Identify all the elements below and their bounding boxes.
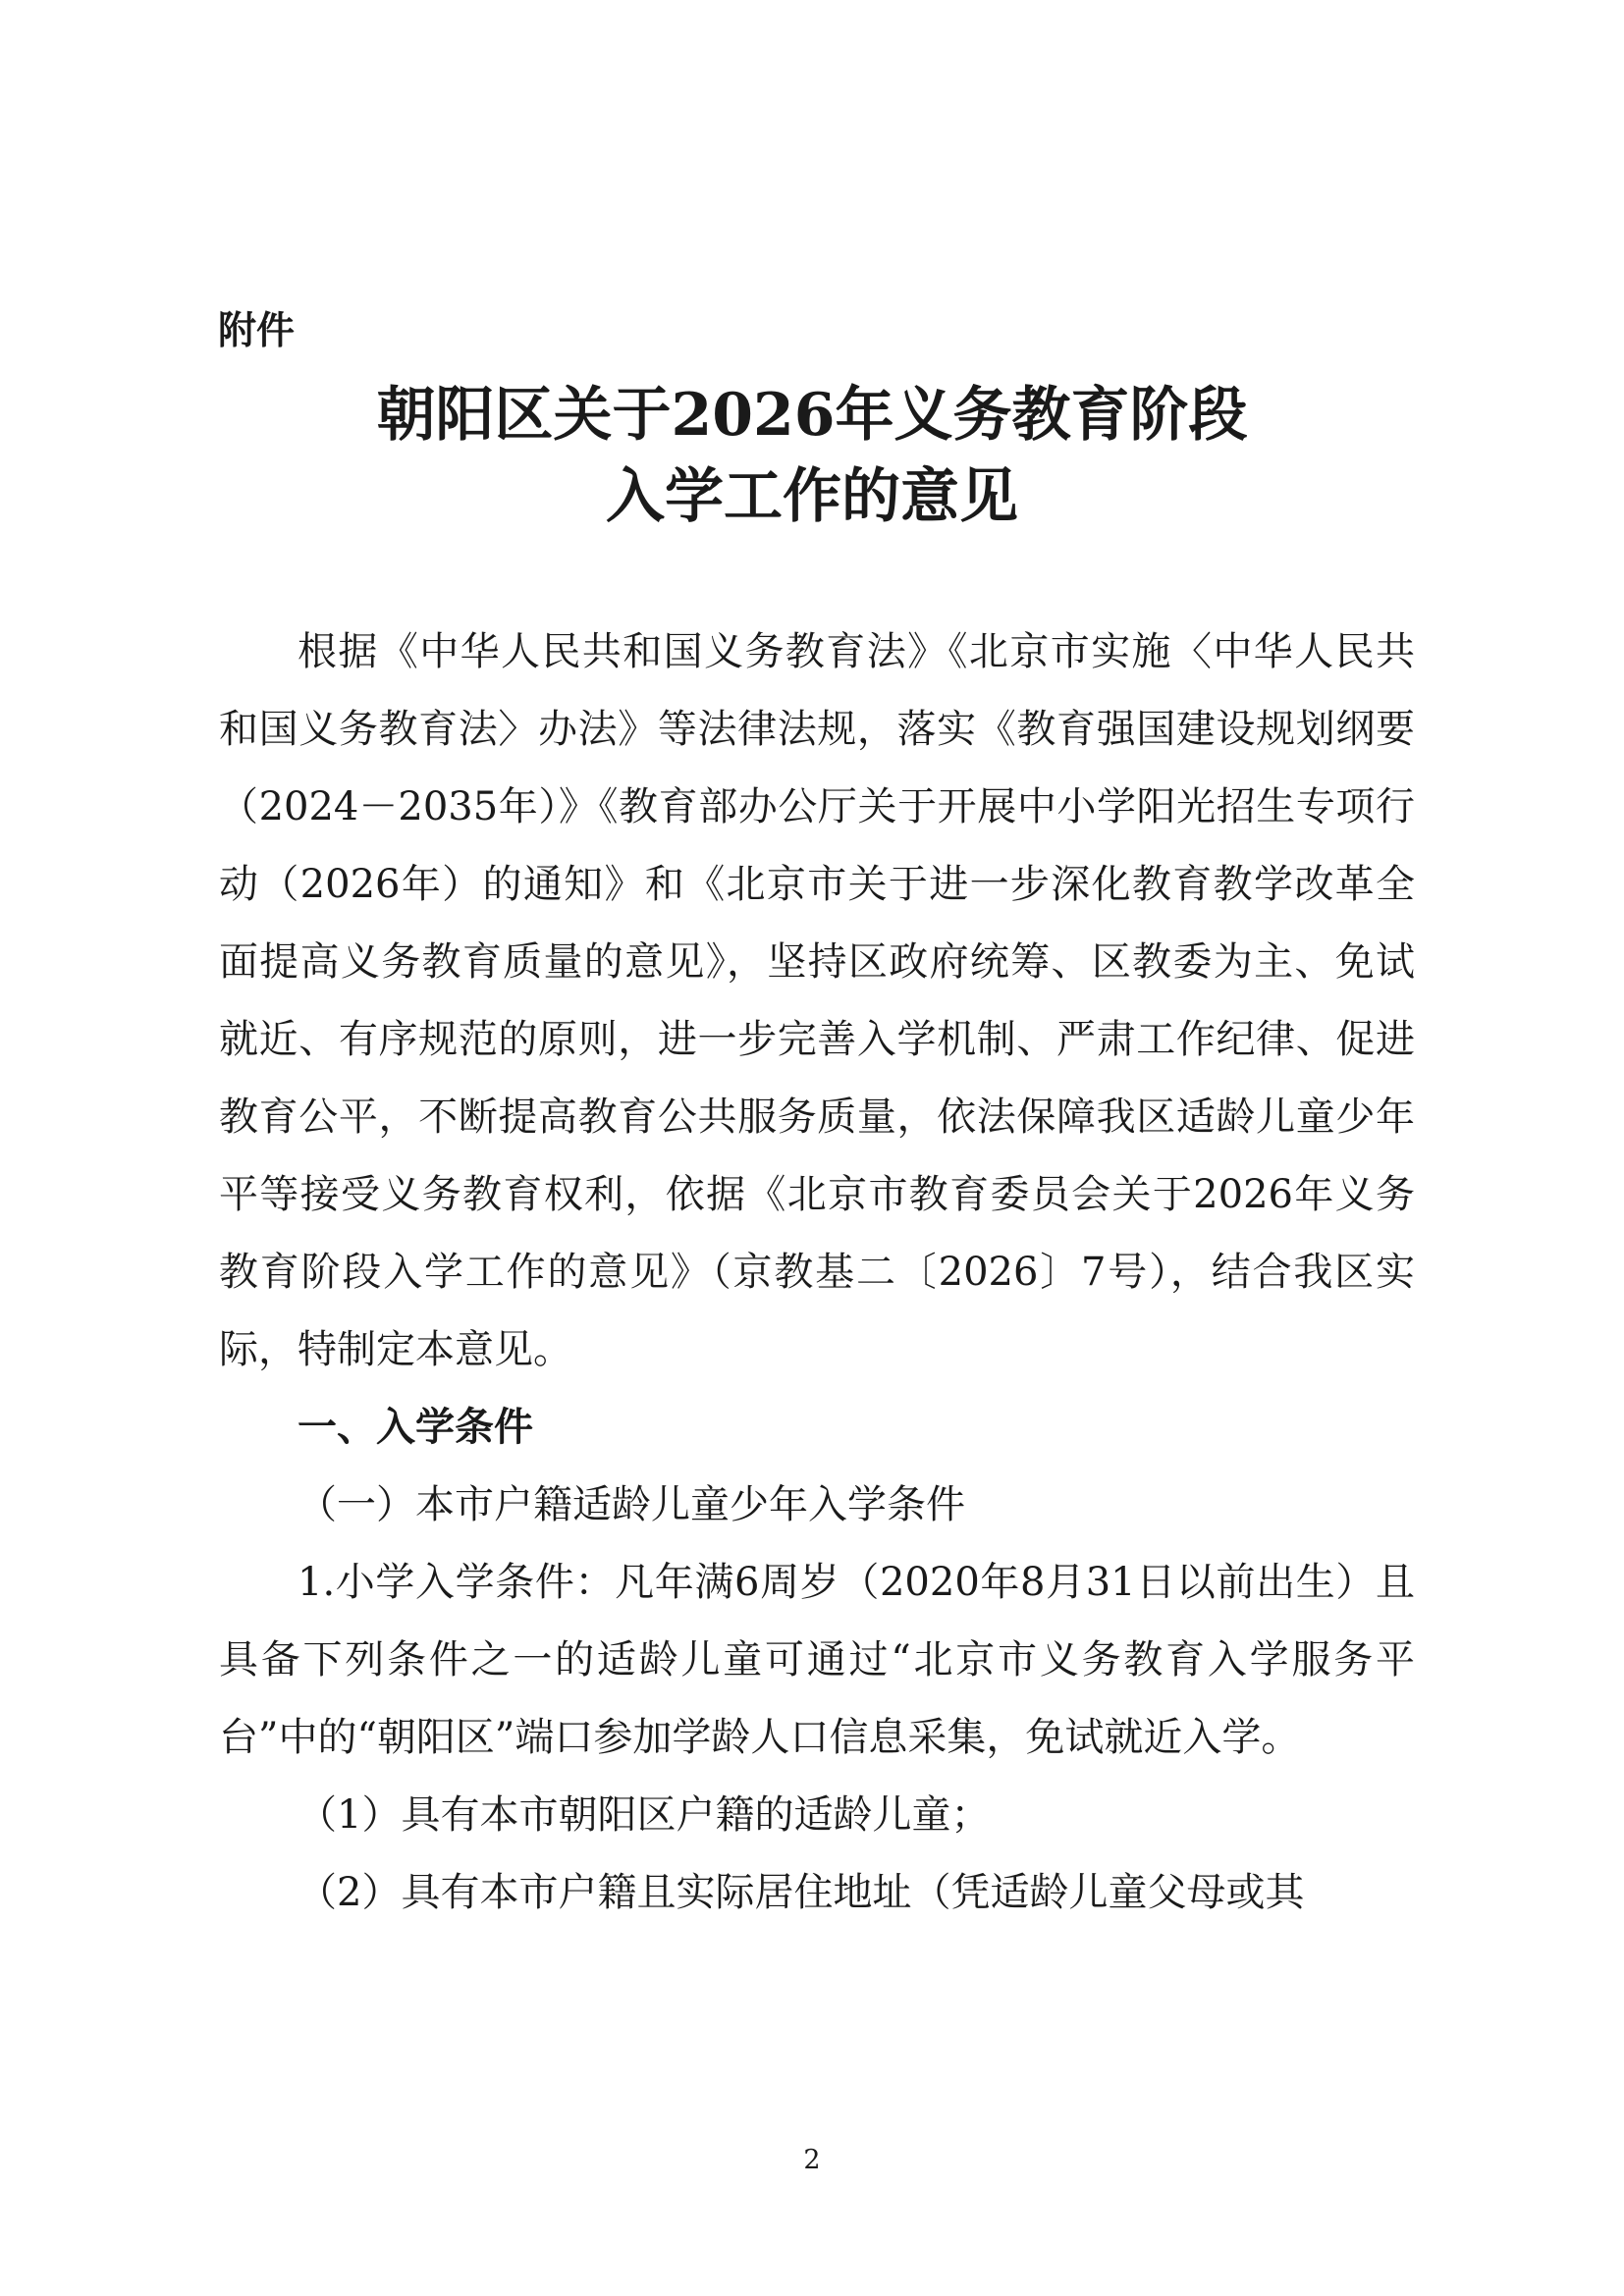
primary-school-conditions-paragraph: 1.小学入学条件：凡年满6周岁（2020年8月31日以前出生）且具备下列条件之一的适龄儿童可通过“北京市义务教育入学服务平台”中的“朝阳区”端口参加学龄人口信息采集，免试就近入学。	[219, 1560, 1415, 1760]
section-heading-admission-conditions: 一、入学条件	[298, 1405, 533, 1450]
page-number: 2	[803, 2145, 821, 2175]
document-title-line-2: 入学工作的意见	[606, 462, 1018, 531]
document-title-line-1: 朝阳区关于2026年义务教育阶段	[376, 381, 1248, 450]
attachment-label: 附件	[218, 309, 296, 353]
document-body	[219, 614, 1415, 1932]
condition-item-2: （2）具有本市户籍且实际居住地址（凭适龄儿童父母或其	[298, 1870, 1305, 1915]
subsection-heading-local-hukou: （一）本市户籍适龄儿童少年入学条件	[298, 1482, 965, 1527]
intro-paragraph: 根据《中华人民共和国义务教育法》《北京市实施〈中华人民共和国义务教育法〉办法》等法律法规，落实《教育强国建设规划纲要（2024－2035年）》《教育部办公厅关于开展中小学阳光招生专项行动（2026年）的通知》和《北京市关于进一步深化教育教学改革全面提高义务教育质量的意见》，坚持区政府统筹、区教委为主、免试就近、有序规范的原则，进一步完善入学机制、严肃工作纪律、促进教育公平，不断提高教育公共服务质量，依法保障我区适龄儿童少年平等接受义务教育权利，依据《北京市教育委员会关于2026年义务教育阶段入学工作的意见》（京教基二〔2026〕7号），结合我区实际，特制定本意见。	[219, 629, 1415, 1372]
condition-item-1: （1）具有本市朝阳区户籍的适龄儿童；	[298, 1792, 991, 1838]
